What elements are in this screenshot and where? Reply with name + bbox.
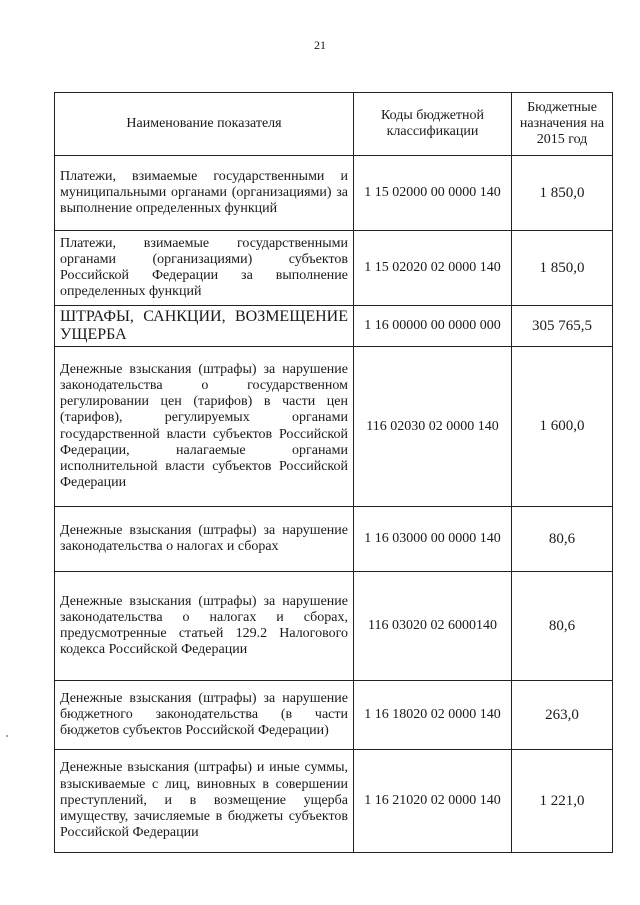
row-name-text: Денежные взыскания (штрафы) и иные суммы, взыскиваемые с лиц, виновных в совершении преступлений, и в возмещение ущерба имуществу, зачисляемые в бюджеты субъектов Российской Федерации (60, 760, 348, 841)
row-name (55, 681, 354, 750)
row-name-text: ШТРАФЫ, САНКЦИИ, ВОЗМЕЩЕНИЕ УЩЕРБА (60, 308, 348, 343)
row-value: 1 600,0 (512, 347, 613, 507)
row-code: 1 16 03000 00 0000 140 (354, 507, 512, 572)
page-number: 21 (314, 38, 326, 52)
row-code: 1 16 21020 02 0000 140 (354, 750, 512, 853)
row-name-text: Денежные взыскания (штрафы) за нарушение законодательства о государственном регулировании цен (тарифов) в части цен (тарифов), регулируемых органами государственной власти субъектов Российской Федерации, налагаемые органами исполнительной власти субъектов Российской Федерации (60, 361, 348, 491)
row-name-text: Платежи, взимаемые государственными и муниципальными органами (организациями) за выполнение определенных функций (60, 168, 348, 217)
row-name-text: Денежные взыскания (штрафы) за нарушение законодательства о налогах и сборах, предусмотренные статьей 129.2 Налогового кодекса Российской Федерации (60, 593, 348, 658)
row-value: 80,6 (512, 507, 613, 572)
header-code: Коды бюджетной классификации (354, 93, 512, 156)
table-header-row (55, 93, 613, 156)
row-code: 1 16 00000 00 0000 000 (354, 306, 512, 347)
row-code: 1 16 18020 02 0000 140 (354, 681, 512, 750)
table-row (55, 681, 613, 750)
row-name-text: Денежные взыскания (штрафы) за нарушение бюджетного законодательства (в части бюджетов субъектов Российской Федерации) (60, 690, 348, 739)
scan-speck (6, 735, 8, 737)
row-code: 1 15 02020 02 0000 140 (354, 231, 512, 306)
row-name (55, 156, 354, 231)
row-code: 116 03020 02 6000140 (354, 572, 512, 681)
row-name (55, 507, 354, 572)
row-value: 80,6 (512, 572, 613, 681)
table-row (55, 347, 613, 507)
row-value: 1 850,0 (512, 156, 613, 231)
table-row (55, 156, 613, 231)
budget-table (54, 92, 613, 853)
table-row (55, 507, 613, 572)
row-value: 1 221,0 (512, 750, 613, 853)
row-name (55, 572, 354, 681)
table-row (55, 750, 613, 853)
row-value: 305 765,5 (512, 306, 613, 347)
row-value: 1 850,0 (512, 231, 613, 306)
row-code: 1 15 02000 00 0000 140 (354, 156, 512, 231)
header-value: Бюджетные назначения на 2015 год (512, 93, 613, 156)
row-name-text: Денежные взыскания (штрафы) за нарушение законодательства о налогах и сборах (60, 522, 348, 554)
table-row (55, 231, 613, 306)
row-name (55, 347, 354, 507)
row-name (55, 306, 354, 347)
row-name (55, 231, 354, 306)
row-code: 116 02030 02 0000 140 (354, 347, 512, 507)
table-row (55, 306, 613, 347)
row-value: 263,0 (512, 681, 613, 750)
row-name-text: Платежи, взимаемые государственными органами (организациями) субъектов Российской Федерации за выполнение определенных функций (60, 235, 348, 300)
table-row (55, 572, 613, 681)
header-name: Наименование показателя (55, 93, 354, 156)
row-name (55, 750, 354, 853)
